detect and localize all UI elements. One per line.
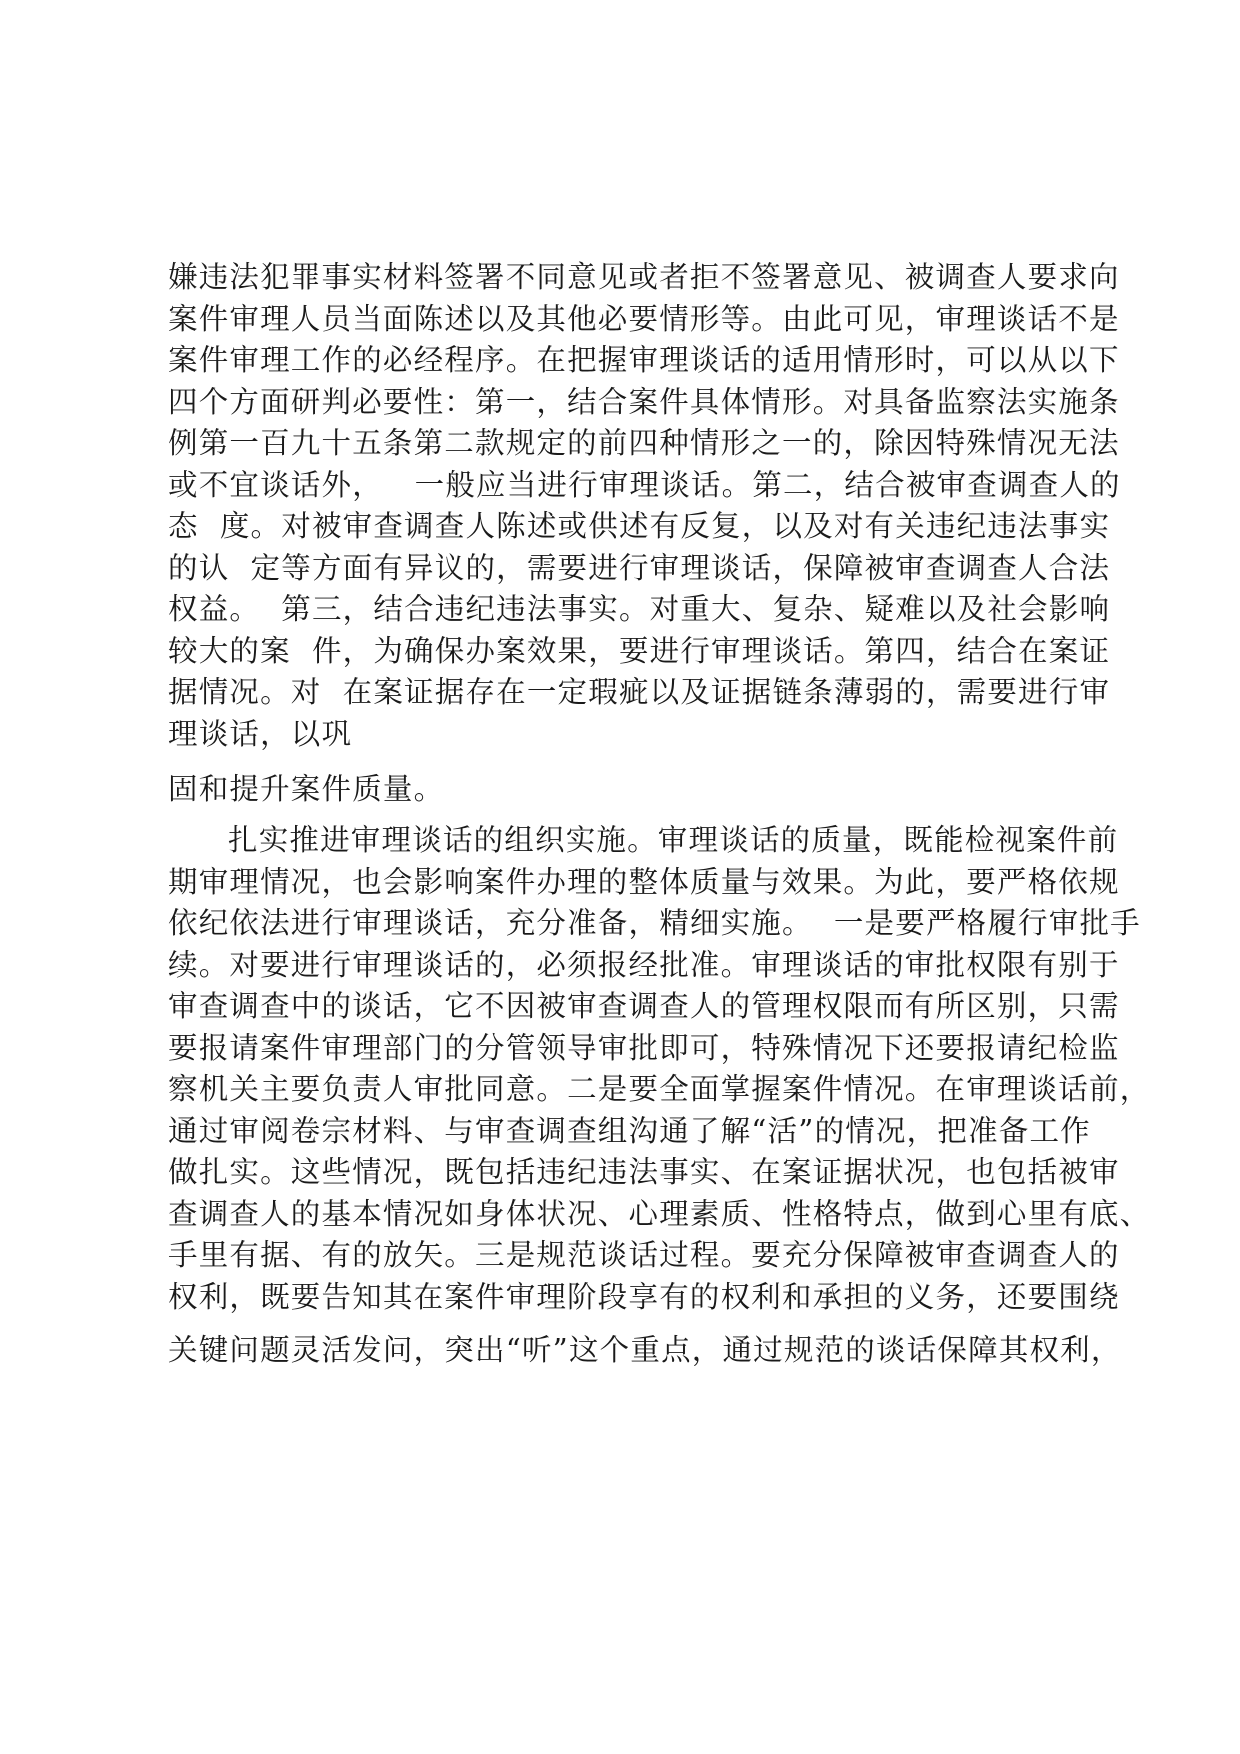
body-text-line: 审查调查中的谈话，它不因被审查调查人的管理权限而有所区别，只需 [168,989,1120,1023]
body-text-line: 四个方面研判必要性：第一，结合案件具体情形。对具备监察法实施条 [168,385,1120,419]
body-text-line: 关键问题灵活发问，突出“听”这个重点，通过规范的谈话保障其权利， [168,1333,1122,1367]
body-text-line: 权益。 第三，结合违纪违法事实。对重大、复杂、疑难以及社会影响 [168,592,1111,626]
body-text-line: 据情况。对 在案证据存在一定瑕疵以及证据链条薄弱的，需要进行审 [168,675,1111,709]
paragraph-first-line: 扎实推进审理谈话的组织实施。审理谈话的质量，既能检视案件前 [228,823,1119,857]
body-text-line: 固和提升案件质量。 [168,772,445,806]
body-text-line: 依纪依法进行审理谈话，充分准备，精细实施。 一是要严格履行审批手 [168,906,1141,940]
body-text-line: 权利，既要告知其在案件审理阶段享有的权利和承担的义务，还要围绕 [168,1280,1120,1314]
body-text-line: 要报请案件审理部门的分管领导审批即可，特殊情况下还要报请纪检监 [168,1031,1120,1065]
body-text-line: 态 度。对被审查调查人陈述或供述有反复，以及对有关违纪违法事实 [168,509,1111,543]
body-text-line: 例第一百九十五条第二款规定的前四种情形之一的，除因特殊情况无法 [168,426,1120,460]
body-text-line: 通过审阅卷宗材料、与审查调查组沟通了解“活”的情况，把准备工作 [168,1114,1091,1148]
body-text-line: 期审理情况，也会影响案件办理的整体质量与效果。为此，要严格依规 [168,865,1120,899]
body-text-line: 手里有据、有的放矢。三是规范谈话过程。要充分保障被审查调查人的 [168,1238,1120,1272]
body-text-line: 察机关主要负责人审批同意。二是要全面掌握案件情况。在审理谈话前， [168,1072,1151,1106]
body-text-line: 案件审理人员当面陈述以及其他必要情形等。由此可见，审理谈话不是 [168,302,1120,336]
body-text-line: 案件审理工作的必经程序。在把握审理谈话的适用情形时，可以从以下 [168,343,1120,377]
body-text-line: 或不宜谈话外， 一般应当进行审理谈话。第二，结合被审查调查人的 [168,468,1121,502]
body-text-line: 查调查人的基本情况如身体状况、心理素质、性格特点，做到心里有底、 [168,1197,1151,1231]
body-text-line: 续。对要进行审理谈话的，必须报经批准。审理谈话的审批权限有别于 [168,948,1120,982]
body-text-line: 做扎实。这些情况，既包括违纪违法事实、在案证据状况，也包括被审 [168,1155,1120,1189]
body-text-line: 嫌违法犯罪事实材料签署不同意见或者拒不签署意见、被调查人要求向 [168,260,1120,294]
body-text-line: 理谈话，以巩 [168,717,353,751]
body-text-line: 较大的案 件，为确保办案效果，要进行审理谈话。第四，结合在案证 [168,634,1111,668]
body-text-line: 的认 定等方面有异议的，需要进行审理谈话，保障被审查调查人合法 [168,551,1111,585]
